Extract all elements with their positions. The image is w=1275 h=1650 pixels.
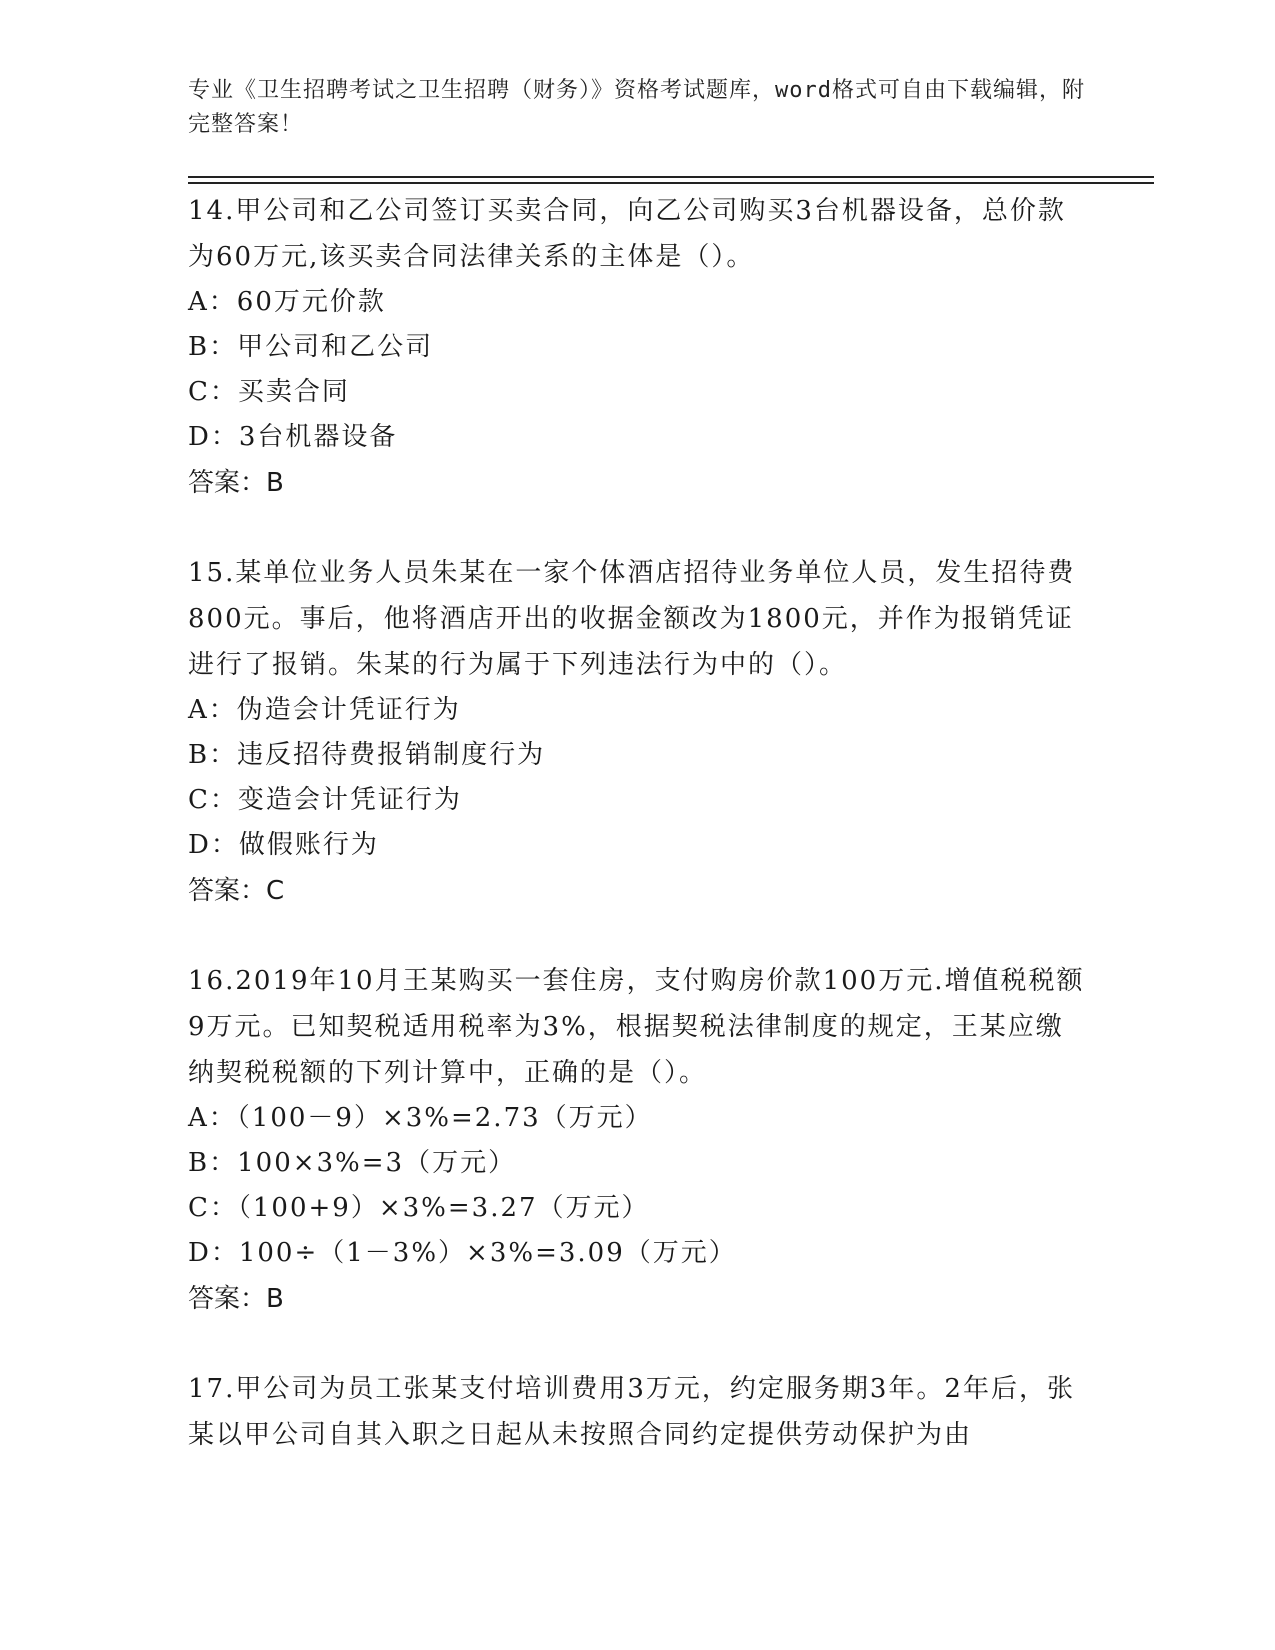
option-a: A：（100－9）×3%=2.73（万元） [188, 1103, 653, 1133]
option-c: C：变造会计凭证行为 [188, 785, 462, 815]
question-stem: 16.2019年10月王某购买一套住房，支付购房价款100万元.增值税税额9万元。已知契税适用税率为3%，根据契税法律制度的规定，王某应缴纳契税税额的下列计算中，正确的是（）。 [188, 966, 1085, 1088]
answer-line: 答案：B [188, 468, 284, 498]
question-16 [188, 958, 1088, 1322]
question-stem: 14.甲公司和乙公司签订买卖合同，向乙公司购买3台机器设备，总价款为60万元,该买卖合同法律关系的主体是（）。 [188, 196, 1066, 272]
option-d: D：3台机器设备 [188, 422, 398, 452]
option-c: C：买卖合同 [188, 377, 350, 407]
answer-line: 答案：C [188, 876, 285, 906]
header-rule-bottom [188, 182, 1154, 184]
option-b: B：100×3%=3（万元） [188, 1148, 517, 1178]
option-a: A：伪造会计凭证行为 [188, 695, 461, 725]
answer-line: 答案：B [188, 1284, 284, 1314]
option-d: D：100÷（1－3%）×3%=3.09（万元） [188, 1238, 737, 1268]
question-list [188, 188, 1088, 1502]
question-14 [188, 188, 1088, 506]
option-d: D：做假账行为 [188, 830, 379, 860]
option-c: C：（100+9）×3%=3.27（万元） [188, 1193, 650, 1223]
question-15 [188, 550, 1088, 914]
document-header: 专业《卫生招聘考试之卫生招聘（财务）》资格考试题库，word格式可自由下载编辑，附完整答案！ [188, 78, 1085, 137]
option-b: B：甲公司和乙公司 [188, 332, 434, 362]
header-rule-top [188, 176, 1154, 178]
option-b: B：违反招待费报销制度行为 [188, 740, 546, 770]
question-stem: 17.甲公司为员工张某支付培训费用3万元，约定服务期3年。2年后，张某以甲公司自其入职之日起从未按照合同约定提供劳动保护为由 [188, 1374, 1075, 1450]
option-a: A：60万元价款 [188, 287, 386, 317]
question-17 [188, 1366, 1088, 1458]
question-stem: 15.某单位业务人员朱某在一家个体酒店招待业务单位人员，发生招待费800元。事后，他将酒店开出的收据金额改为1800元，并作为报销凭证进行了报销。朱某的行为属于下列违法行为中的（）。 [188, 558, 1076, 680]
